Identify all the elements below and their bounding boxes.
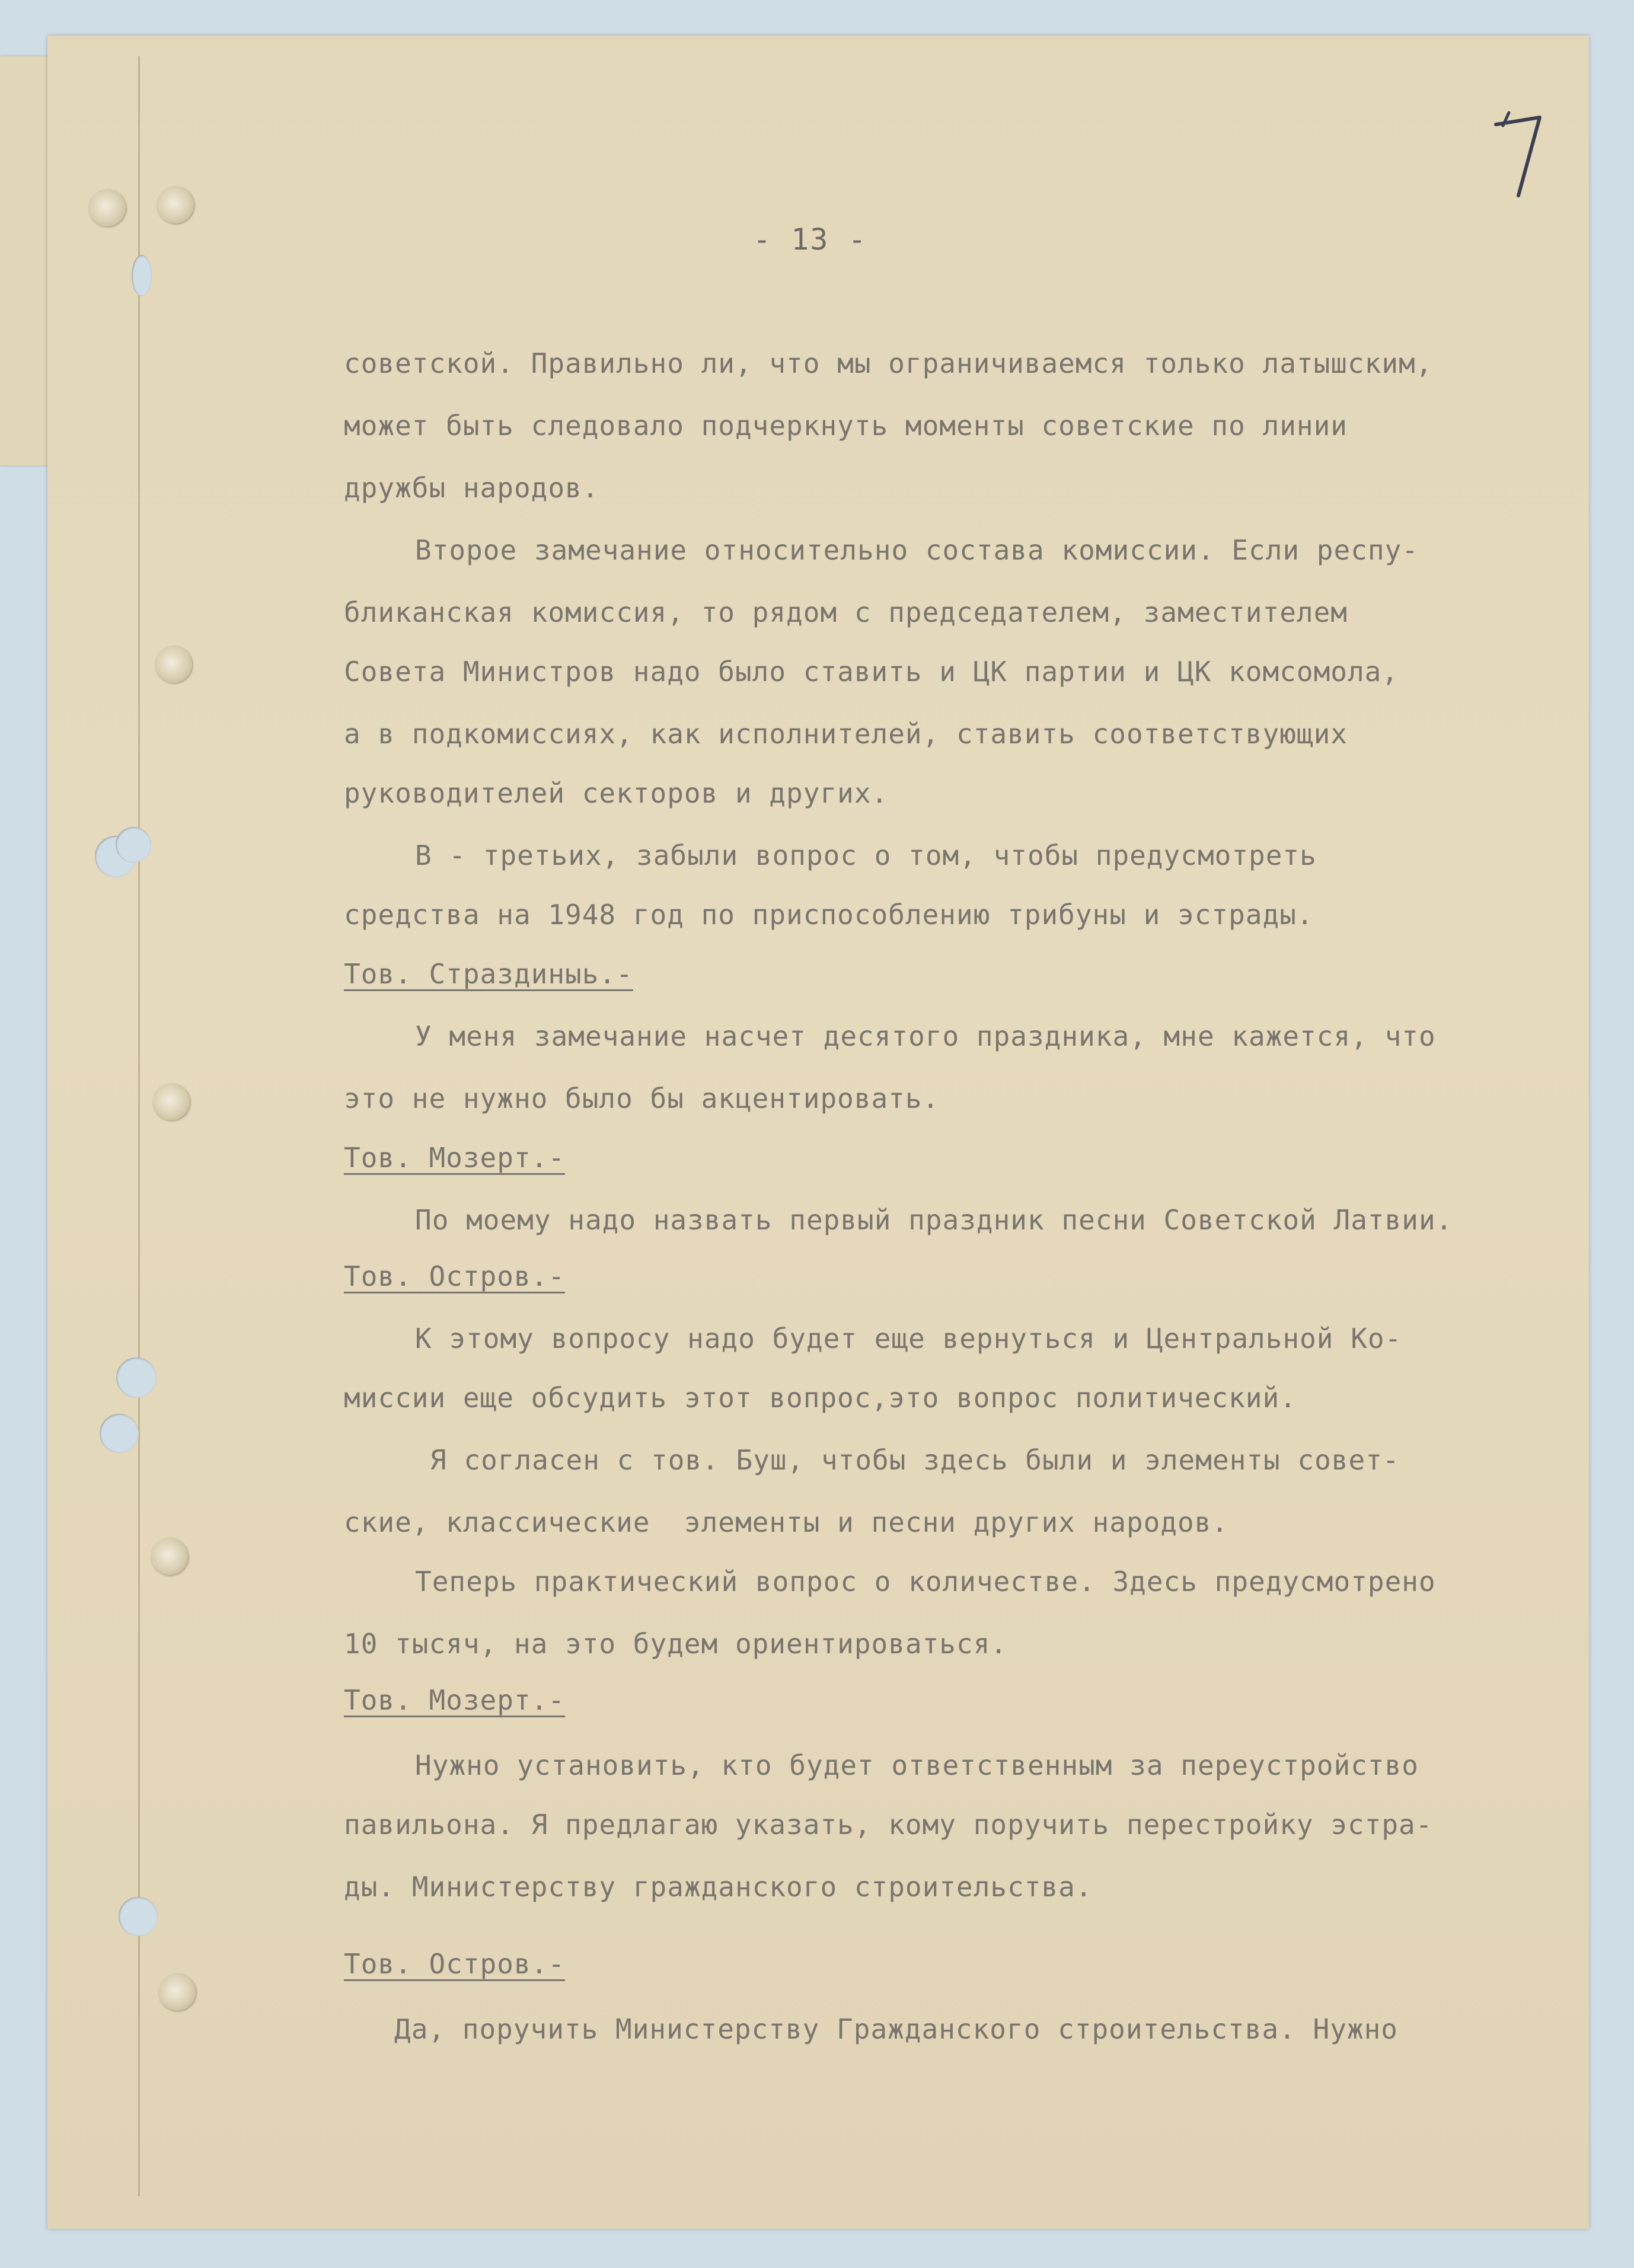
text-line: советской. Правильно ли, что мы ограничиваемся только латышским, (344, 347, 1433, 379)
text-line: Совета Министров надо было ставить и ЦК партии и ЦК комсомола, (344, 656, 1399, 688)
text-line: миссии еще обсудить этот вопрос,это вопрос политический. (344, 1382, 1297, 1414)
staple-mark (159, 1974, 196, 2011)
text-line: а в подкомиссиях, как исполнителей, ставить соответствующих (344, 718, 1348, 750)
text-line: По моему надо назвать первый праздник песни Советской Латвии. (415, 1204, 1453, 1236)
text-line: У меня замечание насчет десятого праздника, мне кажется, что (415, 1020, 1436, 1052)
staple-mark (89, 190, 126, 226)
punch-hole (132, 255, 152, 296)
text-line: ские, классические элементы и песни других народов. (344, 1506, 1229, 1538)
text-line: может быть следовало подчеркнуть моменты советские по линии (344, 410, 1348, 442)
text-line: Нужно установить, кто будет ответственным за переустройство (415, 1749, 1419, 1781)
text-line: ды. Министерству гражданского строительства. (344, 1871, 1093, 1903)
staple-mark (151, 1538, 188, 1575)
text-line: павильона. Я предлагаю указать, кому поручить перестройку эстра- (344, 1809, 1433, 1841)
text-line: бликанская комиссия, то рядом с председателем, заместителем (344, 596, 1348, 628)
text-line: дружбы народов. (344, 472, 599, 504)
text-line: Теперь практический вопрос о количестве. Здесь предусмотрено (415, 1566, 1436, 1598)
punch-hole (116, 1357, 157, 1398)
sheet-edge-line (138, 56, 140, 2196)
punch-hole (119, 1897, 158, 1936)
page-number: - 13 - (753, 222, 867, 257)
punch-hole (116, 827, 151, 863)
text-line: Я согласен с тов. Буш, чтобы здесь были и элементы совет- (430, 1444, 1400, 1476)
text-line: В - третьих, забыли вопрос о том, чтобы предусмотреть (415, 839, 1317, 871)
folio-number (1485, 107, 1556, 202)
staple-mark (153, 1084, 190, 1120)
text-line: Второе замечание относительно состава комиссии. Если респу- (415, 534, 1419, 566)
text-line: руководителей секторов и других. (344, 777, 889, 809)
text-line: 10 тысяч, на это будем ориентироваться. (344, 1628, 1008, 1660)
staple-mark (157, 187, 194, 223)
speaker-label: Тов. Остров.- (344, 1948, 566, 1980)
speaker-label: Тов. Страздиныь.- (344, 958, 633, 990)
staple-mark (155, 646, 192, 683)
text-line: это не нужно было бы акцентировать. (344, 1082, 940, 1114)
speaker-label: Тов. Мозерт.- (344, 1142, 566, 1174)
speaker-label: Тов. Остров.- (344, 1260, 566, 1292)
text-line: средства на 1948 год по приспособлению трибуны и эстрады. (344, 899, 1314, 931)
text-line: К этому вопросу надо будет еще вернуться и Центральной Ко- (415, 1323, 1402, 1355)
punch-hole (100, 1414, 139, 1453)
text-line: Да, поручить Министерству Гражданского строительства. Нужно (394, 2013, 1398, 2045)
speaker-label: Тов. Мозерт.- (344, 1684, 566, 1716)
